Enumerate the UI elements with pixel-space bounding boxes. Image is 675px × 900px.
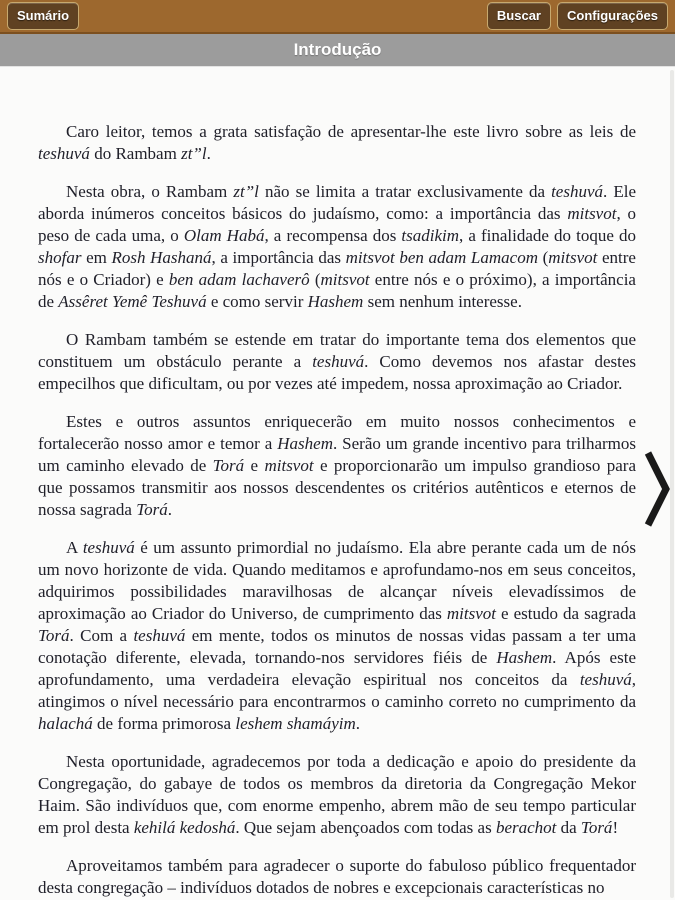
summary-button[interactable]: Sumário [7, 2, 79, 30]
paragraph: Nesta obra, o Rambam zt”l não se limita a tratar exclusivamente da teshuvá. Ele aborda inúmeros conceitos básicos do judaísmo, como: a importância das mitsvot, o peso de cada uma, o Olam Habá, a recompensa dos tsadikim, a finalidade do toque do shofar em Rosh Hashaná, a importância das mitsvot ben adam Lamacom (mitsvot entre nós e o Criador) e ben adam lachaverô (mitsvot entre nós e o próximo), a importância de Assêret Yemê Teshuvá e como servir Hashem sem nenhum interesse. [38, 182, 637, 311]
book-page [0, 67, 675, 899]
top-app-bar [0, 0, 675, 34]
chapter-title: Introdução [293, 40, 382, 59]
paragraph: Nesta oportunidade, agradecemos por toda a dedicação e apoio do presidente da Congregação, do gabaye de todos os membros da diretoria da Congregação Mekor Haim. São indivíduos que, com enorme empenho, abrem mão de seu tempo particular em prol desta kehilá kedoshá. Que sejam abençoados com todas as berachot da Torá! [38, 752, 636, 837]
paragraph: Aproveitamos também para agradecer o suporte do fabuloso público frequentador desta congregação – indivíduos dotados de nobres e excepcionais características no [38, 856, 636, 897]
chapter-header-bar [0, 34, 675, 67]
paragraph: Caro leitor, temos a grata satisfação de apresentar-lhe este livro sobre as leis de teshuvá do Rambam zt”l. [38, 122, 636, 163]
paragraph: O Rambam também se estende em tratar do importante tema dos elementos que constituem um obstáculo perante a teshuvá. Como devemos nos afastar destes empecilhos que dificultam, ou por vezes até impedem, nossa aproximação ao Criador. [38, 330, 636, 393]
scrollbar[interactable] [670, 70, 674, 898]
paragraph: A teshuvá é um assunto primordial no judaísmo. Ela abre perante cada um de nós um novo horizonte de vida. Quando meditamos e aprofundamo-nos em seus conceitos, adquirimos possibilidades maravilhosas de alcançar níveis elevadíssimos de aproximação ao Criador do Universo, de cumprimento das mitsvot e estudo da sagrada Torá. Com a teshuvá em mente, todos os minutos de nossas vidas passam a ter uma conotação diferente, elevada, tornando-nos servidores fiéis de Hashem. Após este aprofundamento, uma verdadeira elevação espiritual nos conceitos da teshuvá, atingimos o nível necessário para encontrarmos o caminho correto no cumprimento da halachá de forma primorosa leshem shamáyim. [38, 538, 637, 733]
search-button[interactable]: Buscar [487, 2, 551, 30]
paragraph: Estes e outros assuntos enriquecerão em muito nossos conhecimentos e fortalecerão nosso amor e temor a Hashem. Serão um grande incentivo para trilharmos um caminho elevado de Torá e mitsvot e proporcionarão um impulso grandioso para que possamos transmitir aos nossos descendentes os critérios autênticos e eternos de nossa sagrada Torá. [38, 412, 636, 519]
settings-button[interactable]: Configurações [557, 2, 668, 30]
paragraphs [38, 121, 636, 899]
next-page-chevron-icon[interactable] [644, 450, 670, 528]
